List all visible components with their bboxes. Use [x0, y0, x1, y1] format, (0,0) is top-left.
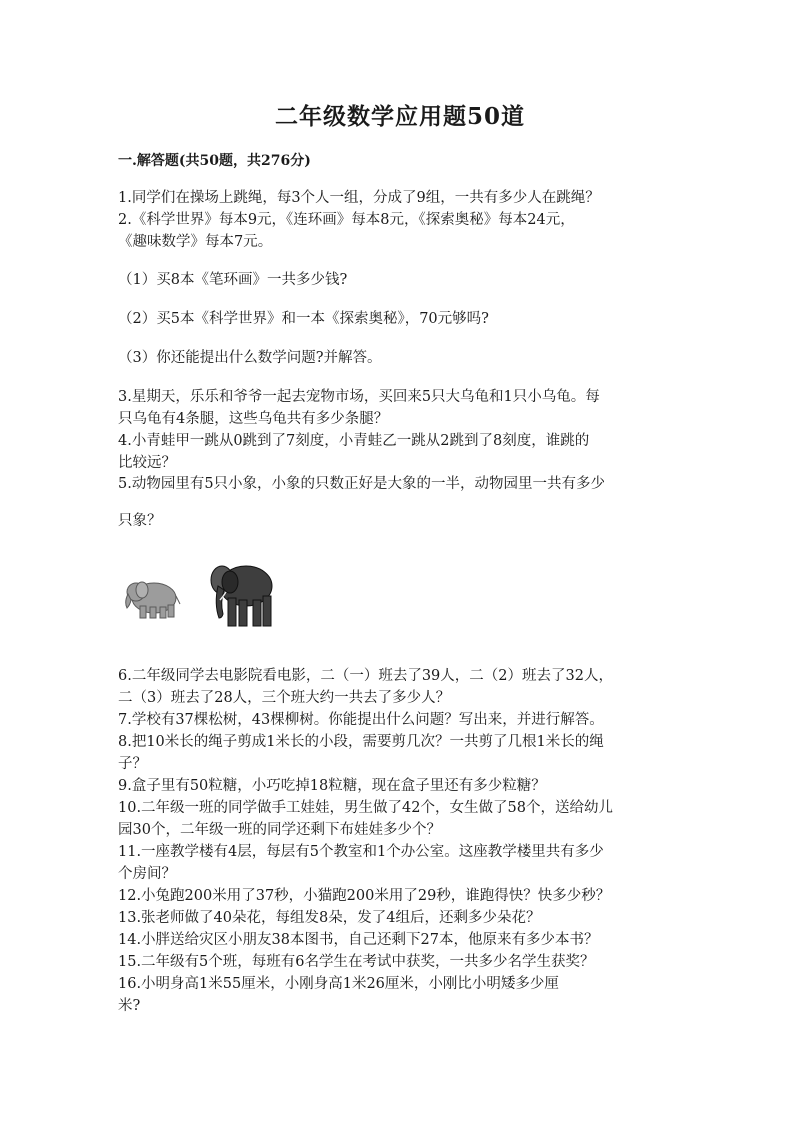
question-line: 7.学校有37棵松树，43棵柳树。你能提出什么问题？写出来，并进行解答。	[118, 712, 604, 728]
question-line: 二（3）班去了28人，三个班大约一共去了多少人？	[118, 690, 451, 706]
question-line: 米?	[118, 998, 141, 1014]
question-line: 10.二年级一班的同学做手工娃娃，男生做了42个，女生做了58个，送给幼儿	[118, 800, 613, 816]
question-line: 13.张老师做了40朵花，每组发8朵，发了4组后，还剩多少朵花？	[118, 910, 541, 926]
question-line: 11.一座教学楼有4层，每层有5个教室和1个办公室。这座教学楼里共有多少	[118, 844, 604, 860]
question-line: 《趣味数学》每本7元。	[118, 234, 273, 250]
question-line: 12.小兔跑200米用了37秒，小猫跑200米用了29秒，谁跑得快？快多少秒？	[118, 888, 611, 904]
sub-question-line: （3）你还能提出什么数学问题?并解答。	[118, 350, 382, 366]
question-line: 5.动物园里有5只小象，小象的只数正好是大象的一半，动物园里一共有多少	[118, 476, 606, 492]
question-line: 个房间？	[118, 866, 176, 882]
question-line: 园30个，二年级一班的同学还剩下布娃娃多少个？	[118, 822, 441, 838]
question-line: 8.把10米长的绳子剪成1米长的小段，需要剪几次？一共剪了几根1米长的绳	[118, 734, 604, 750]
sub-question-line: （2）买5本《科学世界》和一本《探索奥秘》，70元够吗?	[118, 311, 489, 327]
elephants-illustration	[122, 558, 282, 630]
question-line: 16.小明身高1米55厘米，小刚身高1米26厘米，小刚比小明矮多少厘	[118, 976, 559, 992]
question-line: 15.二年级有5个班，每班有6名学生在考试中获奖，一共多少名学生获奖？	[118, 954, 595, 970]
question-line: 4.小青蛙甲一跳从0跳到了7刻度，小青蛙乙一跳从2跳到了8刻度，谁跳的	[118, 433, 590, 449]
question-line: 比较远？	[118, 455, 176, 471]
question-line: 只象？	[118, 513, 162, 529]
small-elephant-icon	[126, 582, 180, 618]
question-line: 9.盒子里有50粒糖，小巧吃掉18粒糖，现在盒子里还有多少粒糖？	[118, 778, 546, 794]
question-line: 1.同学们在操场上跳绳，每3个人一组，分成了9组，一共有多少人在跳绳？	[118, 190, 600, 206]
question-line: 6.二年级同学去电影院看电影，二（一）班去了39人，二（2）班去了32人，	[118, 668, 613, 684]
sub-question-line: （1）买8本《笔环画》一共多少钱?	[118, 272, 348, 288]
question-line: 3.星期天，乐乐和爷爷一起去宠物市场，买回来5只大乌龟和1只小乌龟。每	[118, 389, 600, 405]
page-title: 二年级数学应用题50道	[274, 103, 525, 130]
question-line: 子？	[118, 756, 147, 772]
section-heading: 一.解答题(共50题，共276分)	[118, 153, 311, 169]
question-line: 14.小胖送给灾区小朋友38本图书，自己还剩下27本，他原来有多少本书？	[118, 932, 599, 948]
question-line: 只乌龟有4条腿，这些乌龟共有多少条腿？	[118, 411, 389, 427]
large-elephant-icon	[211, 566, 272, 626]
question-line: 2.《科学世界》每本9元，《连环画》每本8元，《探索奥秘》每本24元，	[118, 212, 575, 228]
